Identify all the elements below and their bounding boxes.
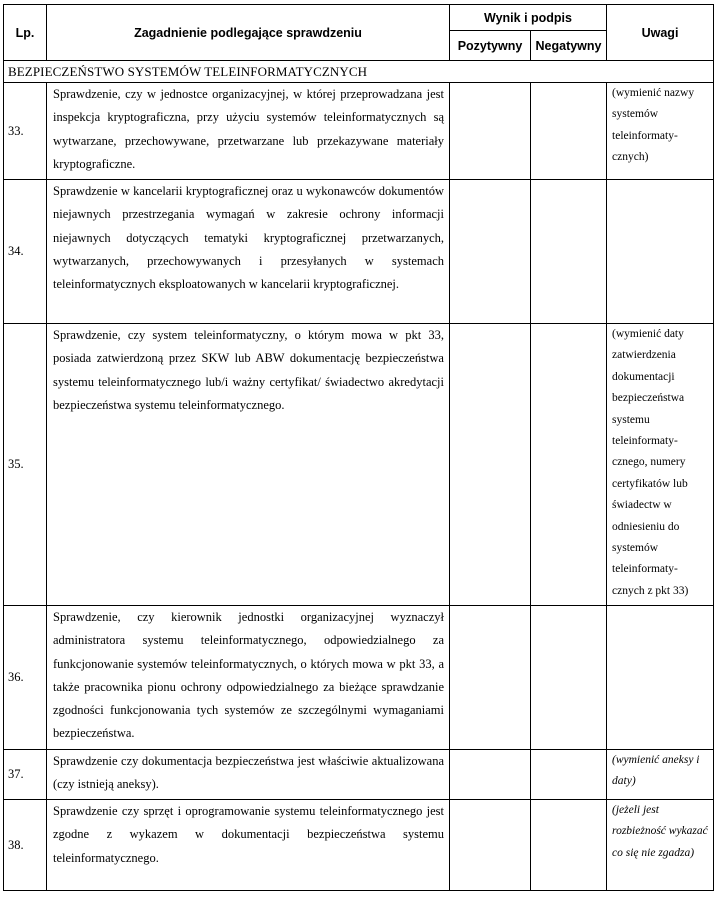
row-description: Sprawdzenie czy dokumentacja bezpieczeństwa jest właściwie aktualizowana (czy istnieją aneksy).: [47, 750, 450, 800]
header-topic: Zagadnienie podlegające sprawdzeniu: [47, 5, 450, 61]
remarks-cell: [607, 180, 714, 324]
row-description: Sprawdzenie, czy system teleinformatyczny, o którym mowa w pkt 33, posiada zatwierdzoną przez SKW lub ABW dokumentację bezpieczeństwa systemu teleinformatycznego lub/i ważny certyfikat/ świadectwo akredytacji bezpieczeństwa systemu teleinformatycznego.: [47, 324, 450, 606]
negative-cell[interactable]: [531, 180, 607, 324]
header-result: Wynik i podpis: [450, 5, 607, 31]
positive-cell[interactable]: [450, 180, 531, 324]
positive-cell[interactable]: [450, 324, 531, 606]
row-number: 37.: [4, 750, 47, 800]
row-description: Sprawdzenie, czy kierownik jednostki organizacyjnej wyznaczył administratora systemu teleinformatycznego, odpowiedzialnego za funkcjonowanie systemów teleinformatycznych, o których mowa w pkt 33, a także pracownika pionu ochrony odpowiedzialnego za bieżące sprawdzanie zgodności funkcjonowania tych systemów ze szczególnymi wymaganiami bezpieczeństwa.: [47, 606, 450, 750]
negative-cell[interactable]: [531, 606, 607, 750]
header-remarks: Uwagi: [607, 5, 714, 61]
table-row: [4, 324, 714, 606]
table-row: [4, 606, 714, 750]
negative-cell[interactable]: [531, 800, 607, 891]
remarks-cell: [607, 606, 714, 750]
header-row-1: [4, 5, 714, 31]
row-description: Sprawdzenie, czy w jednostce organizacyjnej, w której przeprowadzana jest inspekcja kryptograficzna, przy użyciu systemów teleinformatycznych są wytwarzane, przechowywane, przetwarzane lub przekazywane materiały kryptograficzne.: [47, 83, 450, 180]
row-number: 34.: [4, 180, 47, 324]
row-number: 38.: [4, 800, 47, 891]
table-row: [4, 83, 714, 180]
positive-cell[interactable]: [450, 800, 531, 891]
remarks-cell: (wymienić nazwy systemów teleinformaty-cznych): [607, 83, 714, 180]
remarks-cell: (wymienić daty zatwierdzenia dokumentacji bezpieczeństwa systemu teleinformaty-cznego, numery certyfikatów lub świadectw w odniesieniu do systemów teleinformaty-cznych z pkt 33): [607, 324, 714, 606]
header-positive: Pozytywny: [450, 31, 531, 61]
header-negative: Negatywny: [531, 31, 607, 61]
table-row: [4, 180, 714, 324]
header-lp: Lp.: [4, 5, 47, 61]
section-row: [4, 61, 714, 83]
row-number: 33.: [4, 83, 47, 180]
negative-cell[interactable]: [531, 83, 607, 180]
positive-cell[interactable]: [450, 83, 531, 180]
section-title: BEZPIECZEŃSTWO SYSTEMÓW TELEINFORMATYCZNYCH: [4, 61, 714, 83]
row-description: Sprawdzenie czy sprzęt i oprogramowanie systemu teleinformatycznego jest zgodne z wykazem w dokumentacji bezpieczeństwa systemu teleinformatycznego.: [47, 800, 450, 891]
remarks-cell: (wymienić aneksy i daty): [607, 750, 714, 800]
negative-cell[interactable]: [531, 324, 607, 606]
negative-cell[interactable]: [531, 750, 607, 800]
row-number: 36.: [4, 606, 47, 750]
table-row: [4, 800, 714, 891]
table-row: [4, 750, 714, 800]
remarks-cell: (jeżeli jest rozbieżność wykazać co się nie zgadza): [607, 800, 714, 891]
inspection-checklist-table: [3, 4, 714, 891]
row-number: 35.: [4, 324, 47, 606]
row-description: Sprawdzenie w kancelarii kryptograficznej oraz u wykonawców dokumentów niejawnych przestrzegania wymagań w zakresie ochrony informacji niejawnych dotyczących tematyki kryptograficznej przetwarzanych, wytwarzanych, przechowywanych i przesyłanych w systemach teleinformatycznych eksploatowanych w kancelarii kryptograficznej.: [47, 180, 450, 324]
positive-cell[interactable]: [450, 606, 531, 750]
positive-cell[interactable]: [450, 750, 531, 800]
